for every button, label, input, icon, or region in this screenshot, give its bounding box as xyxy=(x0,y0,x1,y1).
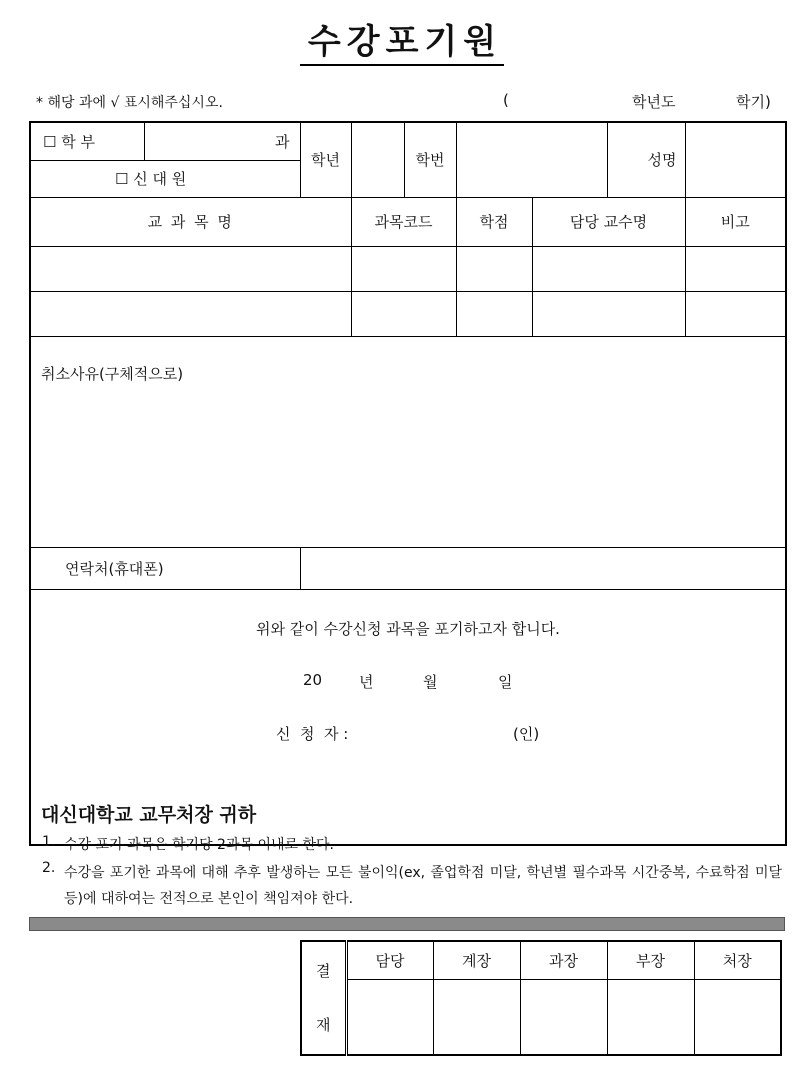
rule-text: 수강을 포기한 과목에 대해 추후 발생하는 모든 불이익(ex, 졸업학점 미달, 학년별 필수과목 시간중복, 수료학점 미달 등)에 대하여는 전적으로 본인이 책임져야 한다. xyxy=(64,865,782,907)
statement-text: 위와 같이 수강신청 과목을 포기하고자 합니다. xyxy=(256,619,560,638)
approval-role-dean: 처장 xyxy=(694,941,781,979)
approval-role-section-head: 과장 xyxy=(520,941,607,979)
credit-header: 학점 xyxy=(456,197,532,246)
student-id-field[interactable] xyxy=(456,122,607,197)
approval-role-director: 부장 xyxy=(607,941,694,979)
reason-field[interactable] xyxy=(30,336,786,547)
table-row xyxy=(30,246,786,291)
addressee: 대신대학교 교무처장 귀하 xyxy=(41,803,257,826)
course-name-cell[interactable] xyxy=(30,291,351,336)
undergrad-option[interactable] xyxy=(30,122,144,160)
date-day-label: 일 xyxy=(498,672,513,691)
department-suffix: 과 xyxy=(275,132,290,151)
course-code-cell[interactable] xyxy=(351,246,456,291)
professor-header: 담당 교수명 xyxy=(532,197,685,246)
student-id-label: 학번 xyxy=(404,122,456,197)
remarks-cell[interactable] xyxy=(685,291,786,336)
course-name-cell[interactable] xyxy=(30,246,351,291)
approval-role-chief: 계장 xyxy=(433,941,520,979)
approval-label-bottom: 재 xyxy=(316,1016,331,1034)
grad-school-option[interactable] xyxy=(30,160,300,197)
checkbox-icon[interactable]: ☐ xyxy=(115,170,129,188)
signature-cell[interactable] xyxy=(607,979,694,1055)
approval-label-top: 결 xyxy=(316,962,331,980)
grade-field[interactable] xyxy=(351,122,404,197)
approval-role-staff: 담당 xyxy=(346,941,433,979)
signature-cell[interactable] xyxy=(694,979,781,1055)
approval-label xyxy=(301,941,346,1055)
form-title: 수강포기원 xyxy=(0,14,804,63)
course-name-header: 교 과 목 명 xyxy=(30,197,351,246)
year-open-paren: ( xyxy=(503,91,509,109)
name-label: 성명 xyxy=(607,122,685,197)
date-month-label: 월 xyxy=(423,672,438,691)
semester-label: 학기) xyxy=(736,93,771,111)
contact-label: 연락처(휴대폰) xyxy=(30,547,300,589)
name-field[interactable] xyxy=(685,122,786,197)
remarks-cell[interactable] xyxy=(685,246,786,291)
reason-label: 취소사유(구체적으로) xyxy=(41,364,184,383)
credit-cell[interactable] xyxy=(456,246,532,291)
signature-cell[interactable] xyxy=(520,979,607,1055)
seal-mark: (인) xyxy=(513,724,540,743)
date-year-label: 년 xyxy=(359,672,374,691)
grade-label: 학년 xyxy=(300,122,351,197)
undergrad-label: 학 부 xyxy=(61,132,95,151)
withdrawal-form-table xyxy=(29,121,787,846)
rule-number: 2. xyxy=(42,860,56,876)
date-prefix: 20 xyxy=(303,670,323,689)
signature-cell[interactable] xyxy=(433,979,520,1055)
checkbox-icon[interactable]: ☐ xyxy=(43,132,57,151)
course-code-cell[interactable] xyxy=(351,291,456,336)
rule-text: 수강 포기 과목은 학기당 2과목 이내로 한다. xyxy=(64,837,334,853)
grad-school-label: 신 대 원 xyxy=(133,170,187,188)
department-field[interactable] xyxy=(144,122,300,160)
approval-table xyxy=(300,940,782,1056)
contact-field[interactable] xyxy=(300,547,786,589)
table-row xyxy=(30,291,786,336)
rule-number: 1. xyxy=(42,834,56,850)
academic-year-label: 학년도 xyxy=(632,93,676,111)
credit-cell[interactable] xyxy=(456,291,532,336)
signature-cell[interactable] xyxy=(346,979,433,1055)
course-code-header: 과목코드 xyxy=(351,197,456,246)
professor-cell[interactable] xyxy=(532,246,685,291)
statement-block xyxy=(30,589,786,845)
divider-bar xyxy=(29,917,785,931)
instruction-note: * 해당 과에 √ 표시해주십시오. xyxy=(36,95,223,111)
professor-cell[interactable] xyxy=(532,291,685,336)
remarks-header: 비고 xyxy=(685,197,786,246)
applicant-label: 신 청 자 : xyxy=(276,724,349,743)
